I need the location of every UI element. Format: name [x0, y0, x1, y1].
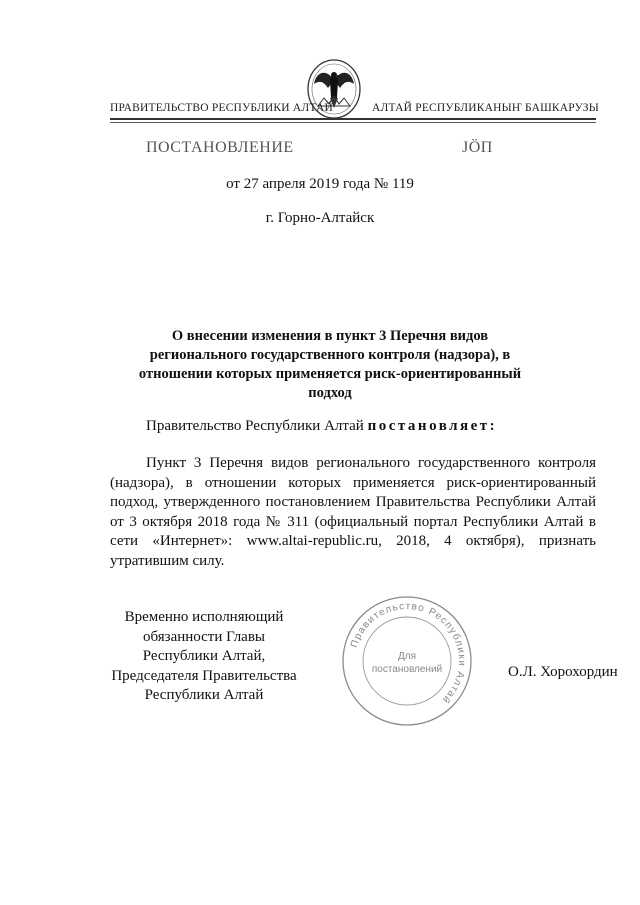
- header-left-text: ПРАВИТЕЛЬСТВО РЕСПУБЛИКИ АЛТАЙ: [110, 102, 334, 114]
- signature-title-block: [104, 608, 304, 706]
- signature-line-4: Республики Алтай: [144, 687, 264, 703]
- header-rule-thin: [110, 122, 596, 123]
- official-seal-stamp: [340, 594, 474, 728]
- resolves-line: [146, 418, 497, 435]
- header-right-text: АЛТАЙ РЕСПУБЛИКАНЫҤ БАШКАРУЗЫ: [372, 102, 599, 114]
- doc-type-russian: ПОСТАНОВЛЕНИЕ: [146, 139, 294, 156]
- document-city: г. Горно-Алтайск: [265, 210, 375, 226]
- body-paragraph: Пункт 3 Перечня видов регионального государственного контроля (надзора), в отношении которых применяется риск-ориентированный подход, утвержденного постановлением Правительства Республики Алтай от 3 октября 2018 года № 311 (официальный портал Республики Алтай в сети «Интернет»: www.altai-republic.ru, 2018, 4 октября), признать утратившим силу.: [110, 455, 596, 569]
- seal-center-line-2: постановлений: [371, 664, 443, 675]
- resolves-subject: Правительство Республики Алтай: [146, 418, 364, 434]
- document-title: О внесении изменения в пункт 3 Перечня видов регионального государственного контроля (надзора), в отношении которых применяется риск-ориентированный подход: [138, 328, 522, 401]
- seal-center-line-1: Для: [397, 651, 417, 662]
- doc-type-altai: JÖП: [462, 139, 493, 156]
- seal-ring-text: Правительство Республики Алтай: [348, 600, 468, 706]
- signatory-name: О.Л. Хорохордин: [508, 664, 618, 680]
- signature-line-3: Председателя Правительства: [111, 667, 297, 684]
- resolves-verb: постановляет:: [367, 418, 498, 434]
- signature-line-1: Временно исполняющий: [124, 609, 284, 625]
- signature-line-2: обязанности Главы Республики Алтай,: [142, 628, 266, 664]
- header-rule-thick: [110, 118, 596, 120]
- document-date-number: от 27 апреля 2019 года № 119: [226, 176, 414, 192]
